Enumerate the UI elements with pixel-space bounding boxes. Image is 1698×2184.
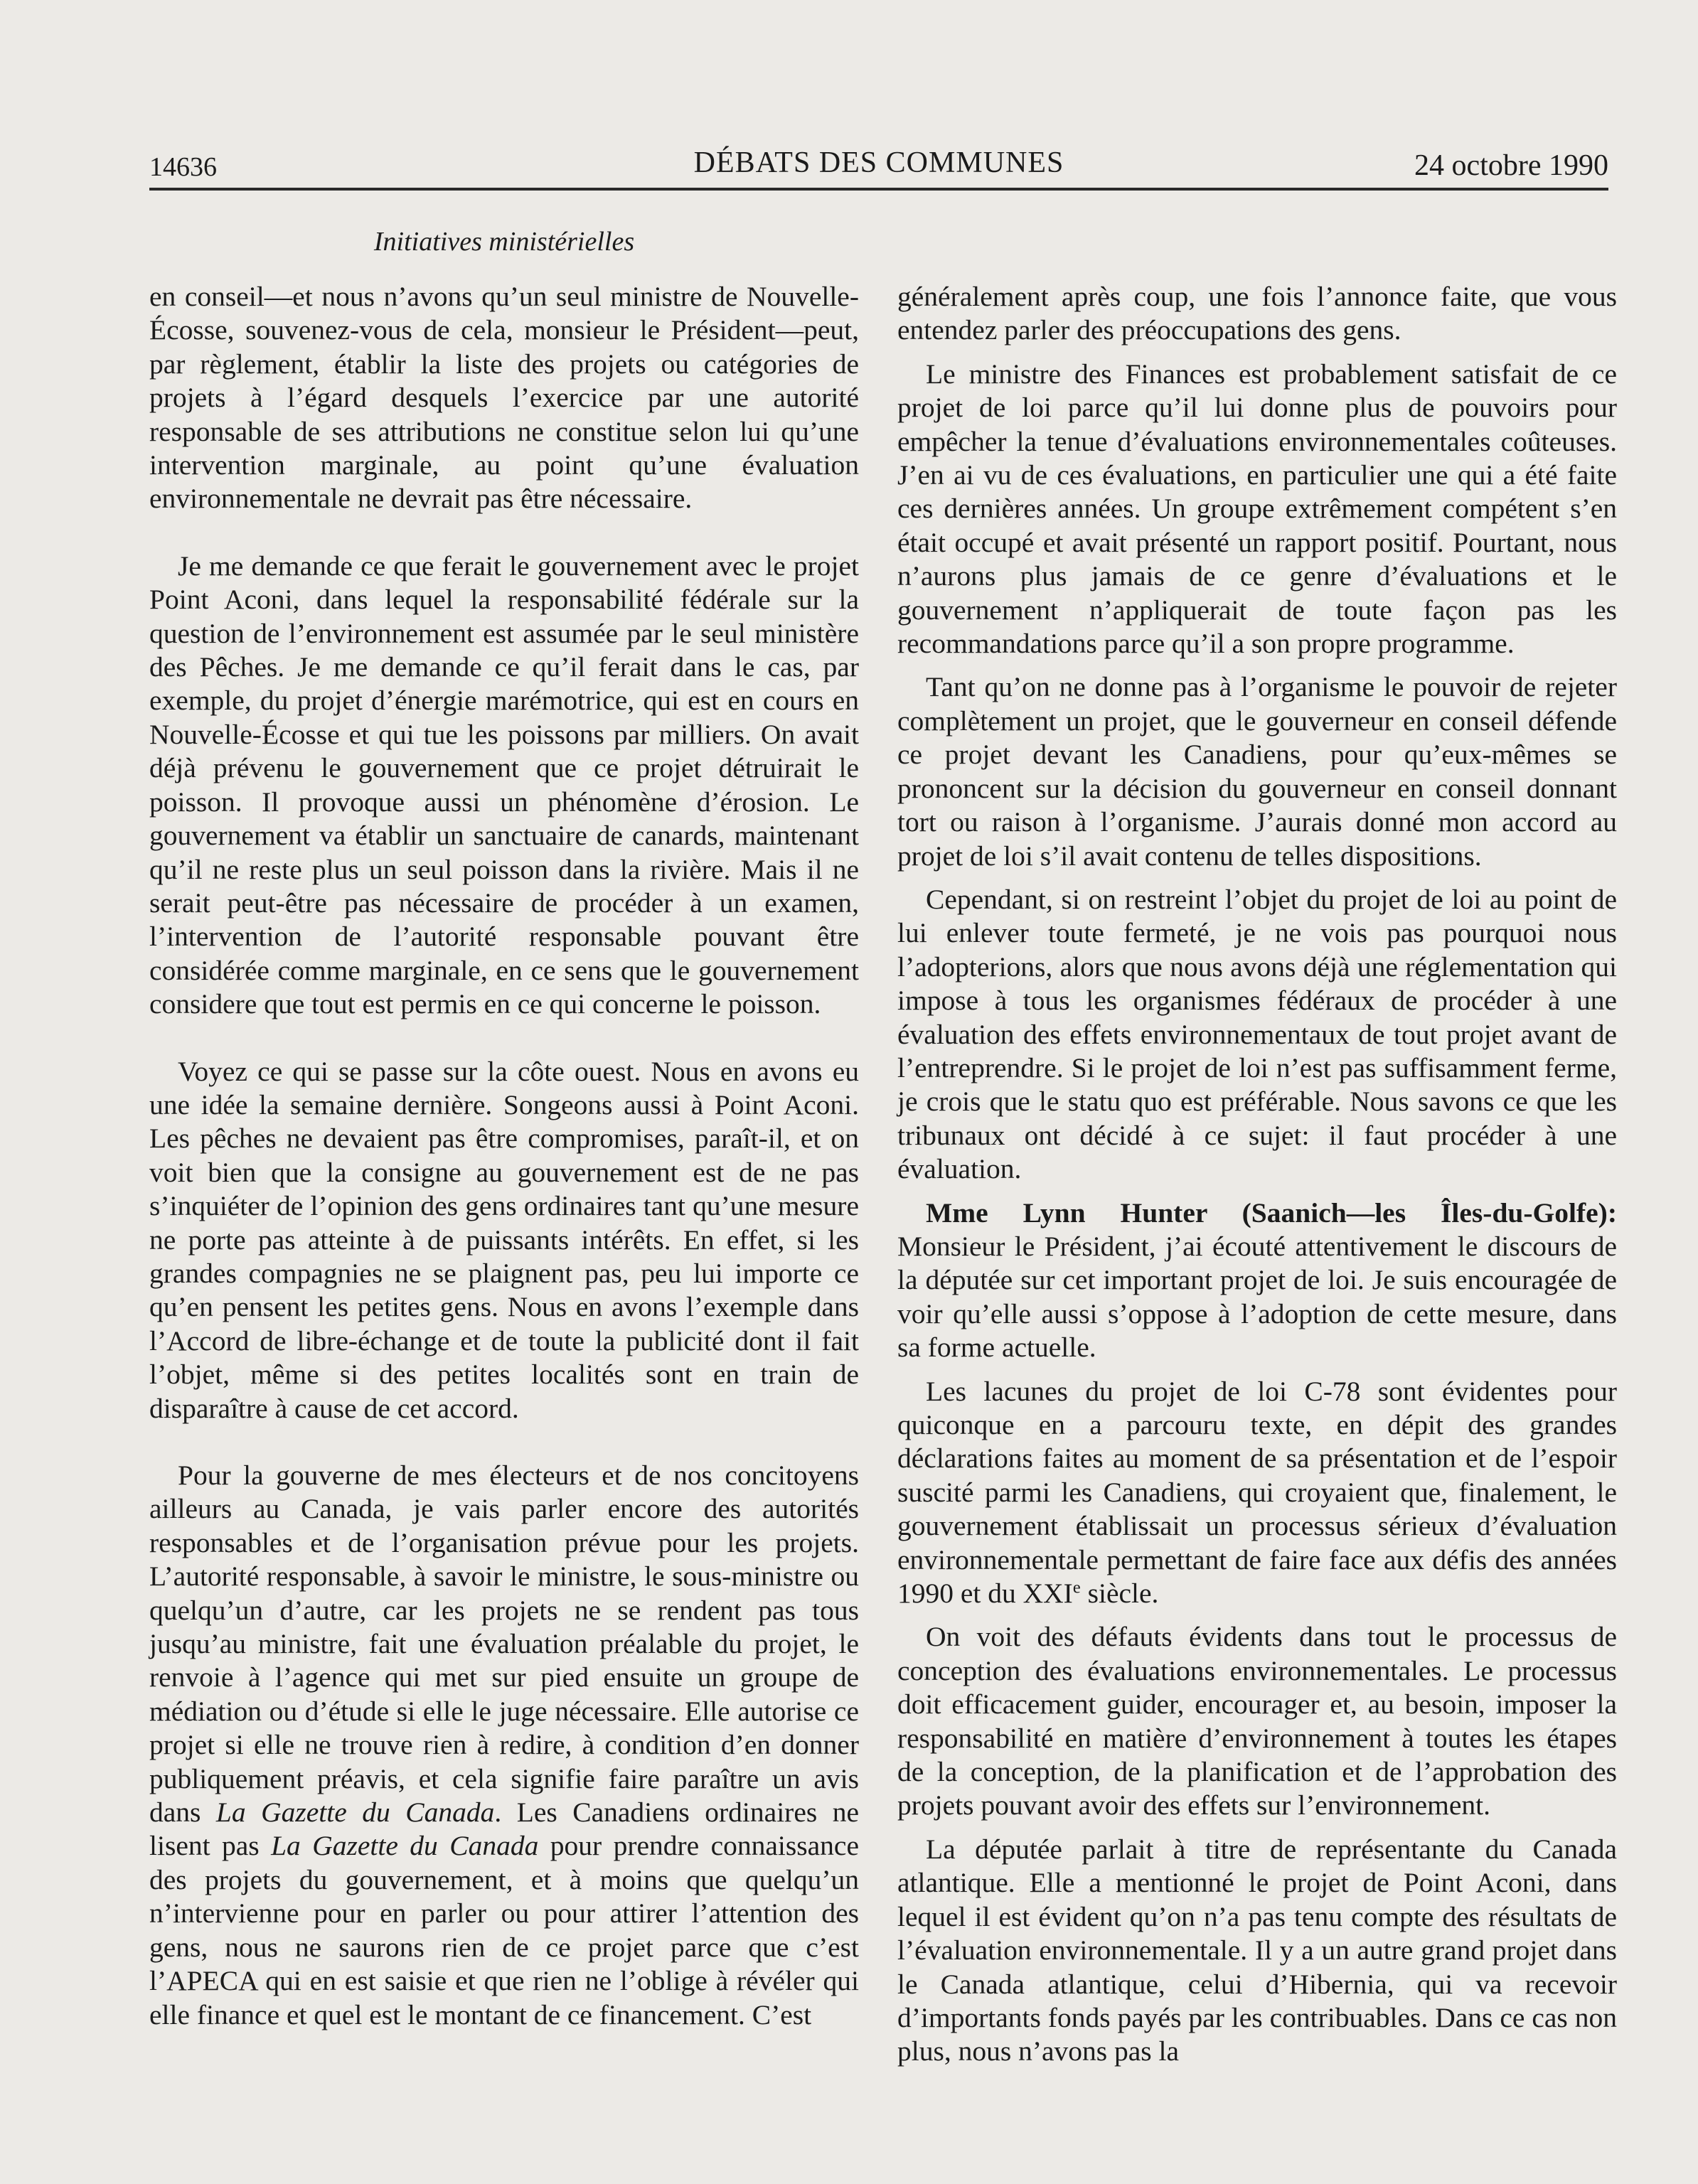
- text-run: siècle.: [1080, 1578, 1159, 1610]
- page-header: [149, 146, 1608, 188]
- paragraph: en conseil—et nous n’avons qu’un seul ministre de Nouvelle-Écosse, souvenez-vous de cela, monsieur le Président—peut, par règlement, établir la liste des projets ou catégories de projets à l’égard desquels l’exercice par une autorité responsable de ses attributions ne constitue selon lui qu’une intervention marginale, au point qu’une évaluation environnementale ne devrait pas être nécessaire.: [149, 281, 859, 515]
- text-run: Monsieur le Président, j’ai écouté attentivement le discours de la députée sur cet important projet de loi. Je suis encouragée de voir qu’elle aussi s’oppose à l’adoption de cette mesure, dans sa forme actuelle.: [897, 1230, 1617, 1364]
- text-run: pour prendre connaissance des projets du gouvernement, et à moins que quelqu’un n’intervienne pour en parler ou pour attirer l’attention des gens, nous ne saurons rien de ce projet parce que c’est l’APECA qui en est saisie et que rien ne l’oblige à révéler qui elle finance et quel est le montant de ce financement. C’est: [149, 1830, 859, 2030]
- publication-name: La Gazette du Canada: [271, 1830, 539, 1862]
- paragraph: [897, 1197, 1617, 1365]
- left-column: [149, 280, 859, 2032]
- header-rule: [149, 188, 1608, 191]
- right-column: [897, 280, 1617, 2069]
- paragraph: généralement après coup, une fois l’annonce faite, que vous entendez parler des préoccupations des gens.: [897, 281, 1617, 346]
- paragraph: La députée parlait à titre de représentante du Canada atlantique. Elle a mentionné le projet de Point Aconi, dans lequel il est évident qu’on n’a pas tenu compte des résultats de l’évaluation environnementale. Il y a un autre grand projet dans le Canada atlantique, celui d’Hibernia, qui va recevoir d’importants fonds payés par les contribuables. Dans ce cas non plus, nous n’avons pas la: [897, 1833, 1617, 2067]
- speaker-name: Mme Lynn Hunter (Saanich—les Îles-du-Golfe):: [926, 1197, 1617, 1228]
- text-run: Pour la gouverne de mes électeurs et de nos concitoyens ailleurs au Canada, je vais parler encore des autorités responsables et de l’organisation prévue pour les projets. L’autorité responsable, à savoir le ministre, le sous-ministre ou quelqu’un d’autre, car les projets ne se rendent pas tous jusqu’au ministre, fait une évaluation préalable du projet, le renvoie à l’agence qui met sur pied ensuite un groupe de médiation ou d’étude si elle le juge nécessaire. Elle autorise ce projet si elle ne trouve rien à redire, à condition d’en donner publiquement préavis, et cela signifie faire paraître un avis dans: [149, 1460, 859, 1829]
- paragraph: Voyez ce qui se passe sur la côte ouest. Nous en avons eu une idée la semaine dernière. Songeons aussi à Point Aconi. Les pêches ne devaient pas être compromises, paraît-il, et on voit bien que la consigne au gouvernement est de ne pas s’inquiéter de l’opinion des gens ordinaires tant qu’une mesure ne porte pas atteinte à de puissants intérêts. En effet, si les grandes compagnies ne se plaignent pas, peu lui importe ce qu’en pensent les petites gens. Nous en avons l’exemple dans l’Accord de libre-échange et de toute la publicité dont il fait l’objet, même si des petites localités sont en train de disparaître à cause de cet accord.: [149, 1055, 859, 1424]
- text-run: Les lacunes du projet de loi C-78 sont évidentes pour quiconque en a parcouru texte, en dépit des grandes déclarations faites au moment de sa présentation et de l’espoir suscité parmi les Canadiens, qui croyaient que, finalement, le gouvernement établissait un processus sérieux d’évaluation environnementale permettant de faire face aux défis des années 1990 et du XXI: [897, 1375, 1617, 1610]
- paragraph: Tant qu’on ne donne pas à l’organisme le pouvoir de rejeter complètement un projet, que le gouverneur en conseil défende ce projet devant les Canadiens, pour qu’eux-mêmes se prononcent sur la décision du gouverneur en conseil donnant tort ou raison à l’organisme. J’aurais donné mon accord au projet de loi s’il avait contenu de telles dispositions.: [897, 671, 1617, 872]
- paragraph: [897, 1375, 1617, 1611]
- paragraph: [149, 1459, 859, 2032]
- running-head: Initiatives ministérielles: [373, 227, 635, 257]
- sitting-date: 24 octobre 1990: [1414, 149, 1608, 182]
- page-number: 14636: [149, 152, 217, 182]
- text-run: . Les Canadiens ordinaires ne lisent pas: [149, 1797, 859, 1862]
- paragraph: On voit des défauts évidents dans tout le processus de conception des évaluations environnementales. Le processus doit efficacement guider, encourager et, au besoin, imposer la responsabilité en matière d’environnement à toutes les étapes de la conception, de la planification et de l’approbation des projets pouvant avoir des effets sur l’environnement.: [897, 1621, 1617, 1821]
- paragraph: Je me demande ce que ferait le gouvernement avec le projet Point Aconi, dans lequel la responsabilité fédérale sur la question de l’environnement est assumée par le seul ministère des Pêches. Je me demande ce qu’il ferait dans le cas, par exemple, du projet d’énergie marémotrice, qui est en cours en Nouvelle-Écosse et qui tue les poissons par milliers. On avait déjà prévenu le gouvernement que ce projet détruirait le poisson. Il provoque aussi un phénomène d’érosion. Le gouvernement va établir un sanctuaire de canards, maintenant qu’il ne reste plus un seul poisson dans la rivière. Mais il ne serait peut-être pas nécessaire de procéder à un examen, l’intervention de l’autorité responsable pouvant être considérée comme marginale, en ce sens que le gouvernement considere que tout est permis en ce qui concerne le poisson.: [149, 550, 859, 1020]
- publication-name: La Gazette du Canada: [215, 1797, 495, 1829]
- paragraph: Cependant, si on restreint l’objet du projet de loi au point de lui enlever toute fermeté, je ne vois pas pourquoi nous l’adopterions, alors que nous avons déjà une réglementation qui impose à tous les organismes fédéraux de procéder à une évaluation des effets environnementaux de tout projet avant de l’entreprendre. Si le projet de loi n’est pas suffisamment ferme, je crois que le statu quo est préférable. Nous savons ce que les tribunaux ont décidé à ce sujet: il faut procéder à une évaluation.: [897, 883, 1617, 1185]
- publication-title: DÉBATS DES COMMUNES: [693, 146, 1064, 179]
- paragraph: Le ministre des Finances est probablement satisfait de ce projet de loi parce qu’il lui donne plus de pouvoirs pour empêcher la tenue d’évaluations environnementales coûteuses. J’en ai vu de ces évaluations, en particulier une qui a été faite ces dernières années. Un groupe extrêmement compétent s’en était occupé et avait présenté un rapport positif. Pourtant, nous n’aurons plus jamais de ce genre d’évaluations et le gouvernement n’appliquerait de toute façon pas les recommandations parce qu’il a son propre programme.: [897, 358, 1617, 660]
- superscript: e: [1072, 1578, 1081, 1597]
